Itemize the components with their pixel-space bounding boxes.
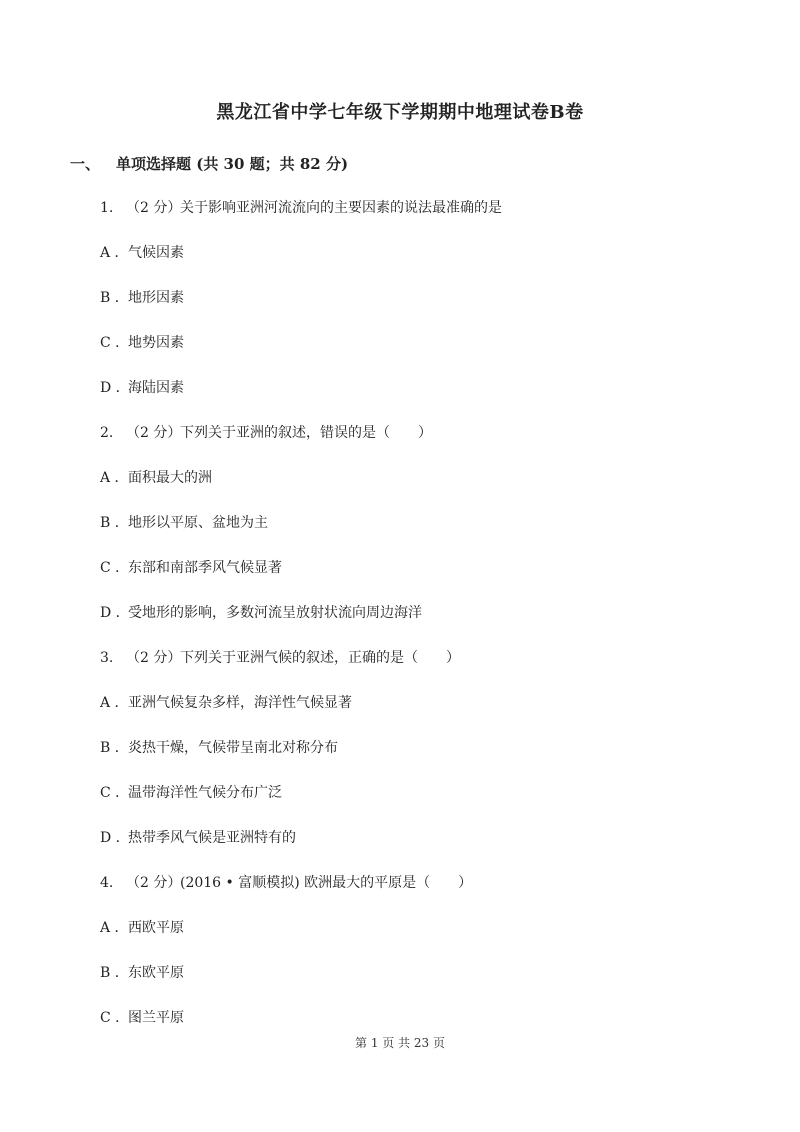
option-text: 地形因素 bbox=[128, 290, 184, 306]
option-text: 热带季风气候是亚洲特有的 bbox=[128, 830, 296, 846]
question-number: 1. bbox=[100, 200, 114, 216]
section-number: 一、 bbox=[70, 155, 101, 173]
question-number: 4. bbox=[100, 875, 114, 891]
question-1-option-c bbox=[100, 331, 740, 376]
question-3-option-b bbox=[100, 736, 740, 781]
question-score: （2 分） bbox=[126, 425, 182, 441]
question-text: 下列关于亚洲的叙述，错误的是（ ） bbox=[180, 425, 432, 441]
question-3-option-a bbox=[100, 691, 740, 736]
option-text: 地形以平原、盆地为主 bbox=[128, 515, 268, 531]
question-3 bbox=[100, 646, 740, 691]
question-1 bbox=[100, 196, 740, 241]
page-footer: 第 1 页 共 23 页 bbox=[355, 1036, 445, 1050]
section-title: 单项选择题 (共 30 题；共 82 分) bbox=[116, 155, 349, 173]
option-letter: A ． bbox=[100, 245, 129, 261]
question-4 bbox=[100, 871, 740, 916]
option-text: 海陆因素 bbox=[128, 380, 184, 396]
option-letter: B ． bbox=[100, 515, 129, 531]
option-letter: A ． bbox=[100, 920, 129, 936]
option-letter: B ． bbox=[100, 290, 129, 306]
question-score: （2 分） bbox=[126, 200, 182, 216]
question-score: （2 分） bbox=[126, 875, 182, 891]
option-letter: A ． bbox=[100, 695, 129, 711]
option-text: 东欧平原 bbox=[128, 965, 184, 981]
option-letter: D ． bbox=[100, 605, 130, 621]
section-heading bbox=[70, 153, 348, 174]
question-2-option-c bbox=[100, 556, 740, 601]
document-title: 黑龙江省中学七年级下学期期中地理试卷B卷 bbox=[216, 102, 584, 123]
question-2 bbox=[100, 421, 740, 466]
question-number: 2. bbox=[100, 425, 114, 441]
option-letter: A ． bbox=[100, 470, 129, 486]
option-letter: B ． bbox=[100, 965, 129, 981]
option-text: 东部和南部季风气候显著 bbox=[128, 560, 282, 576]
option-letter: D ． bbox=[100, 380, 130, 396]
option-text: 受地形的影响，多数河流呈放射状流向周边海洋 bbox=[128, 605, 422, 621]
option-letter: C ． bbox=[100, 335, 130, 351]
question-score: （2 分） bbox=[126, 650, 182, 666]
option-text: 图兰平原 bbox=[128, 1010, 184, 1026]
question-4-option-a bbox=[100, 916, 740, 961]
question-3-option-c bbox=[100, 781, 740, 826]
option-text: 面积最大的洲 bbox=[128, 470, 212, 486]
question-text: 关于影响亚洲河流流向的主要因素的说法最准确的是 bbox=[180, 200, 502, 216]
option-text: 亚洲气候复杂多样，海洋性气候显著 bbox=[128, 695, 352, 711]
question-2-option-d bbox=[100, 601, 740, 646]
option-letter: D ． bbox=[100, 830, 130, 846]
question-number: 3. bbox=[100, 650, 114, 666]
question-1-option-b bbox=[100, 286, 740, 331]
option-text: 温带海洋性气候分布广泛 bbox=[128, 785, 282, 801]
question-1-option-a bbox=[100, 241, 740, 286]
option-letter: C ． bbox=[100, 1010, 130, 1026]
question-1-option-d bbox=[100, 376, 740, 421]
question-3-option-d bbox=[100, 826, 740, 871]
question-4-option-b bbox=[100, 961, 740, 1006]
option-letter: C ． bbox=[100, 785, 130, 801]
option-letter: B ． bbox=[100, 740, 129, 756]
option-letter: C ． bbox=[100, 560, 130, 576]
option-text: 地势因素 bbox=[128, 335, 184, 351]
question-2-option-a bbox=[100, 466, 740, 511]
question-2-option-b bbox=[100, 511, 740, 556]
option-text: 西欧平原 bbox=[128, 920, 184, 936]
option-text: 气候因素 bbox=[128, 245, 184, 261]
question-text: (2016 • 富顺模拟) 欧洲最大的平原是（ ） bbox=[180, 875, 473, 891]
question-text: 下列关于亚洲气候的叙述，正确的是（ ） bbox=[180, 650, 460, 666]
question-list bbox=[100, 196, 740, 1051]
option-text: 炎热干燥，气候带呈南北对称分布 bbox=[128, 740, 338, 756]
